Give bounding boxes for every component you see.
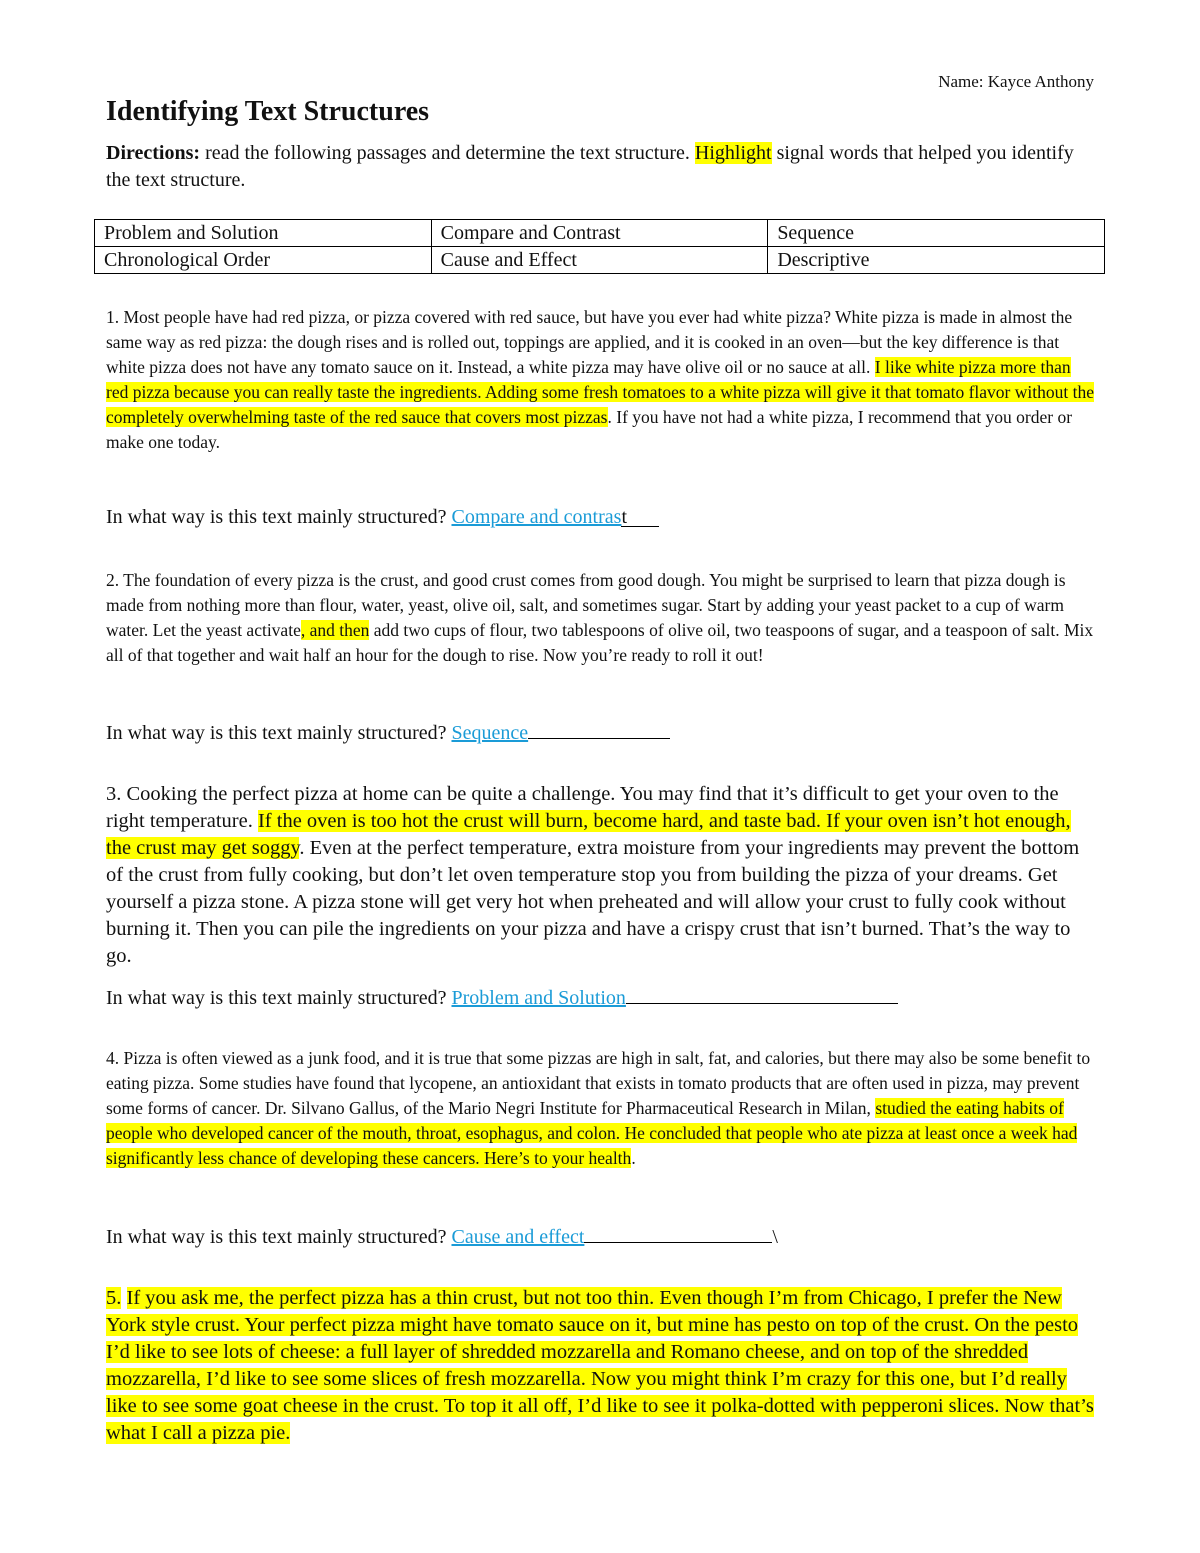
directions-text-before: read the following passages and determine the text structure. xyxy=(200,142,695,164)
signal-words-highlight: , and then xyxy=(300,620,370,640)
passage-text: Most people have had red pizza, or pizza covered with red sauce, but have you ever had white pizza? White pizza is made in almost the same way as red pizza: the dough rises and is rolled out, toppings are applied, and it is cooked in an oven—but the key difference is that white pizza does not have any tomato sauce on it. Instead, a white pizza may have olive oil or no sauce at all. xyxy=(106,307,1073,377)
question-3 xyxy=(106,983,898,1010)
answer-blank[interactable] xyxy=(528,718,670,739)
table-cell: Problem and Solution xyxy=(95,220,432,247)
answer-suffix: \ xyxy=(772,1226,778,1248)
passage-text: The foundation of every pizza is the crust, and good crust comes from good dough. You might be surprised to learn that pizza dough is made from nothing more than flour, water, yeast, olive oil, salt, and sometimes sugar. Start by adding your yeast packet to a cup of warm water. Let the yeast activate xyxy=(106,570,1066,640)
table-row xyxy=(95,247,1105,274)
question-prompt: In what way is this text mainly structured? xyxy=(106,1226,452,1248)
answer-blank[interactable] xyxy=(621,506,659,527)
directions xyxy=(106,140,1096,194)
answer-blank[interactable] xyxy=(584,1222,772,1243)
passage-text: add two cups of flour, two tablespoons of olive oil, two teaspoons of sugar, and a teaspoon of salt. Mix all of that together and wait half an hour for the dough to rise. Now you’re ready to roll it out! xyxy=(106,620,1094,665)
table-cell: Sequence xyxy=(768,220,1105,247)
page-title: Identifying Text Structures xyxy=(106,96,430,127)
question-prompt: In what way is this text mainly structured? xyxy=(106,506,452,528)
text-structures-table xyxy=(94,219,1105,274)
question-4 xyxy=(106,1222,778,1249)
passage-number: 1. xyxy=(106,307,120,327)
table-cell: Chronological Order xyxy=(95,247,432,274)
student-name: Name: Kayce Anthony xyxy=(938,72,1094,91)
question-prompt: In what way is this text mainly structured? xyxy=(106,722,452,744)
directions-highlight-word: Highlight xyxy=(694,142,772,164)
table-row xyxy=(95,220,1105,247)
signal-words-highlight: studied the eating habits of people who developed cancer of the mouth, throat, esophagus, and colon. He concluded that people who ate pizza at least once a week had significantly less chance of developing these cancers. Here’s to your health xyxy=(106,1098,1078,1168)
answer-text[interactable]: Sequence xyxy=(451,722,529,744)
question-2 xyxy=(106,718,670,745)
passage-text: . If you have not had a white pizza, I recommend that you order or make one today. xyxy=(106,407,1073,452)
table-cell: Compare and Contrast xyxy=(431,220,768,247)
passage-text xyxy=(121,1287,126,1309)
signal-words-highlight: I like white pizza more than red pizza because you can really taste the ingredients. Adding some fresh tomatoes to a white pizza will give it that tomato flavor without the completely overwhelming taste of the red sauce that covers most pizzas xyxy=(106,357,1094,427)
question-prompt: In what way is this text mainly structured? xyxy=(106,987,452,1009)
question-1 xyxy=(106,506,659,529)
passage-4 xyxy=(106,1046,1096,1171)
answer-text[interactable]: Problem and Solution xyxy=(451,987,626,1009)
answer-tail: t xyxy=(621,506,627,528)
answer-text[interactable]: Compare and contras xyxy=(451,506,622,528)
table-cell: Descriptive xyxy=(768,247,1105,274)
passage-2 xyxy=(106,568,1096,668)
passage-number: 2. xyxy=(106,570,120,590)
answer-text[interactable]: Cause and effect xyxy=(451,1226,585,1248)
passage-5 xyxy=(106,1285,1096,1447)
passage-number: 4. xyxy=(106,1048,120,1068)
passage-1 xyxy=(106,305,1096,455)
passage-text: . Even at the perfect temperature, extra moisture from your ingredients may prevent the bottom of the crust from fully cooking, but don’t let oven temperature stop you from building the pizza of your dreams. Get yourself a pizza stone. A pizza stone will get very hot when preheated and will allow your crust to fully cook without burning it. Then you can pile the ingredients on your pizza and have a crispy crust that isn’t burned. That’s the way to go. xyxy=(106,837,1080,967)
passage-text: Cooking the perfect pizza at home can be quite a challenge. You may find that it’s difficult to get your oven to the right temperature. xyxy=(106,783,1059,832)
passage-number: 5. xyxy=(106,1287,122,1309)
passage-text: Pizza is often viewed as a junk food, and it is true that some pizzas are high in salt, fat, and calories, but there may also be some benefit to eating pizza. Some studies have found that lycopene, an antioxidant that exists in tomato products that are often used in pizza, may prevent some forms of cancer. Dr. Silvano Gallus, of the Mario Negri Institute for Pharmaceutical Research in Milan, xyxy=(106,1048,1091,1118)
directions-label: Directions: xyxy=(106,142,201,164)
answer-blank[interactable] xyxy=(626,983,898,1004)
table-cell: Cause and Effect xyxy=(431,247,768,274)
passage-number: 3. xyxy=(106,783,122,805)
passage-text: . xyxy=(631,1148,636,1168)
passage-3 xyxy=(106,781,1096,970)
signal-words-highlight: If the oven is too hot the crust will burn, become hard, and taste bad. If your oven isn’t hot enough, the crust may get soggy xyxy=(106,810,1071,859)
signal-words-highlight: If you ask me, the perfect pizza has a thin crust, but not too thin. Even though I’m from Chicago, I prefer the New York style crust. Your perfect pizza might have tomato sauce on it, but mine has pesto on top of the crust. On the pesto I’d like to see lots of cheese: a full layer of shredded mozzarella and Romano cheese, and on top of the shredded mozzarella, I’d like to see some slices of fresh mozzarella. Now you might think I’m crazy for this one, but I’d really like to see some goat cheese in the crust. To top it all off, I’d like to see it polka-dotted with pepperoni slices. Now that’s what I call a pizza pie. xyxy=(106,1287,1094,1444)
directions-text-after: signal words that helped you identify the text structure. xyxy=(106,142,1074,191)
